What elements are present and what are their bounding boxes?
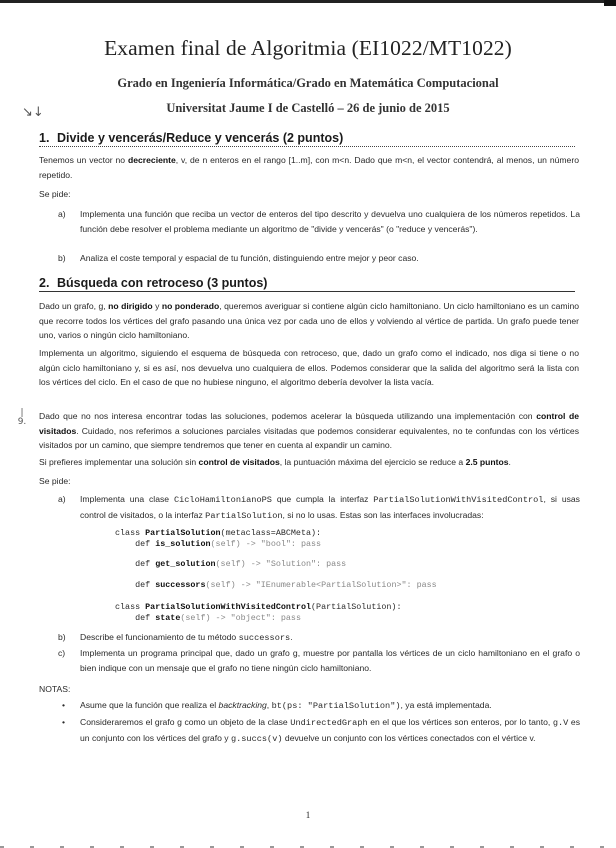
code-method-name: state xyxy=(155,613,181,623)
item-label: c) xyxy=(58,648,66,658)
code-text: (PartialSolution): xyxy=(311,602,402,612)
code-class-name: PartialSolution xyxy=(145,528,221,538)
section-1-se-pide: Se pide: xyxy=(39,189,71,199)
code-line-5 xyxy=(115,602,401,613)
intro-bold: decreciente xyxy=(127,155,176,165)
bold-text: control de visitados xyxy=(39,411,579,436)
section-1-item-b xyxy=(58,251,580,266)
code-method-name: get_solution xyxy=(155,559,216,569)
code-text: (self) -> "bool": pass xyxy=(210,539,322,549)
code-keyword: def xyxy=(115,580,156,590)
bold-text: no dirigido xyxy=(108,301,153,311)
page-title: Examen final de Algoritmia (EI1022/MT1022) xyxy=(104,36,512,60)
section-2-paragraph-4 xyxy=(39,455,579,470)
intro-text-cont: , v, de n enteros en el rango [1..m], con m<n. Dado que m<n, el vector contendrá, al menos, un número repetido. xyxy=(39,155,579,180)
item-text xyxy=(80,630,580,646)
code-class-name: PartialSolutionWithVisitedControl xyxy=(145,602,312,612)
section-1-item-a xyxy=(58,207,580,236)
section-2-item-b xyxy=(58,630,580,646)
code-line-3 xyxy=(115,559,346,570)
attribute-code: g.V xyxy=(552,718,569,728)
bullet-icon: • xyxy=(62,717,66,727)
text: Dado que no nos interesa encontrar todas las soluciones, podemos acelerar la búsqueda utilizando una implementación con xyxy=(39,411,537,421)
item-text xyxy=(80,492,580,523)
code-keyword: class xyxy=(115,528,146,538)
text: Describe el funcionamiento de tu método xyxy=(80,632,239,642)
notes-label: NOTAS: xyxy=(39,684,71,694)
text: , la puntuación máxima del ejercicio se reduce a xyxy=(279,457,466,467)
text: , si usas control de visitados, o la interfaz xyxy=(80,494,580,520)
interface-name-code: PartialSolutionWithVisitedControl xyxy=(373,495,544,505)
class-name-code: CicloHamiltonianoPS xyxy=(173,495,272,505)
item-label: a) xyxy=(58,209,66,219)
page-number: 1 xyxy=(305,810,311,820)
section-2-paragraph-2: Implementa un algoritmo, siguiendo el esquema de búsqueda con retroceso, que, dado un grafo como el indicado, nos diga si tiene o no algún ciclo hamiltoniano y, si es así, nos devuelva uno cualquiera de ellos. Podemos considerar que la salida del algoritmo será la lista con los vértices del ciclo. En el caso de que no hubiese ninguno, el algoritmo debería devolver la lista vacía. xyxy=(39,348,579,387)
method-call-code: g.succs(v) xyxy=(230,733,283,744)
section-2-se-pide: Se pide: xyxy=(39,476,71,486)
text: . xyxy=(508,457,511,467)
text: Si prefieres implementar una solución sin xyxy=(39,457,199,467)
note-item-1 xyxy=(62,698,580,714)
section-2-item-c xyxy=(58,646,580,675)
handwritten-arrow-marks: ↘↓ xyxy=(22,105,44,120)
code-method-name: is_solution xyxy=(155,539,211,549)
code-keyword: def xyxy=(115,559,156,569)
code-text: (self) -> "object": pass xyxy=(180,613,301,623)
text: . xyxy=(290,632,293,642)
code-line-1 xyxy=(115,528,321,539)
scan-corner-mark xyxy=(604,0,616,6)
note-text xyxy=(80,698,580,714)
text: , queremos averiguar si contiene algún ciclo hamiltoniano. Un ciclo hamiltoniano es un camino que recorre todos los vértices del grafo pasando una única vez por cada uno de ellos y volviendo al vértice de partida. Un grafo puede tener uno, varios o ningún ciclo hamiltoniano. xyxy=(39,301,580,340)
text: . Cuidado, nos referimos a soluciones parciales visitadas que podemos considerar equivalentes, no te confundas con los vértices visitados por un camino, que siempre tendremos que tener en cuenta al expandir un camino. xyxy=(39,425,579,450)
bold-text: control de visitados xyxy=(198,457,280,467)
code-keyword: class xyxy=(115,602,146,612)
handwritten-margin-mark xyxy=(17,409,27,427)
code-line-4 xyxy=(115,580,437,591)
bold-text: 2.5 puntos xyxy=(465,457,509,467)
scan-top-edge xyxy=(0,0,616,3)
code-keyword: def xyxy=(115,613,156,623)
section-1-intro xyxy=(39,153,579,182)
margin-note: 9. xyxy=(17,417,27,427)
section-1-heading xyxy=(39,131,575,147)
text: Implementa una clase xyxy=(80,494,174,504)
text: Dado un grafo, g, xyxy=(39,301,109,311)
section-1-title: Divide y vencerás/Reduce y vencerás (2 puntos) xyxy=(57,131,344,145)
intro-text: Tenemos un vector no xyxy=(39,155,128,165)
section-2-paragraph-3 xyxy=(39,409,579,453)
bullet-icon: • xyxy=(62,700,66,710)
margin-bar: | xyxy=(20,408,24,418)
code-text: (metaclass=ABCMeta): xyxy=(220,528,322,538)
section-1-number: 1. xyxy=(39,131,50,145)
code-line-2 xyxy=(115,539,321,550)
item-text: Implementa un programa principal que, dado un grafo g, muestre por pantalla los vértices de un ciclo hamiltoniano en el grafo o bien indique con un mensaje que el grafo no tiene ningún ciclo hamiltoniano. xyxy=(80,648,580,673)
code-method-name: successors xyxy=(155,580,206,590)
section-2-number: 2. xyxy=(39,276,50,290)
text: , si no lo usas. Estas son las interfaces involucradas: xyxy=(282,509,484,520)
bold-text: no ponderado xyxy=(161,301,220,311)
section-2-title: Búsqueda con retroceso (3 puntos) xyxy=(57,276,268,290)
item-label: b) xyxy=(58,253,66,263)
item-text: Analiza el coste temporal y espacial de tu función, distinguiendo entre mejor y peor caso. xyxy=(80,253,419,263)
code-text: (self) -> "Solution": pass xyxy=(215,559,347,569)
text: Asume que la función que realiza el xyxy=(80,700,219,710)
function-signature-code: bt(ps: "PartialSolution") xyxy=(271,701,401,711)
text: devuelve un conjunto con los vértices conectados con el vértice v. xyxy=(282,732,536,743)
item-label: b) xyxy=(58,632,66,642)
item-text: Implementa una función que reciba un vector de enteros del tipo descrito y devuelva uno cualquiera de los números repetidos. La función debe resolver el problema mediante un algoritmo de "divide y vencerás" (o "reduce y vencerás"). xyxy=(80,209,580,234)
code-keyword: def xyxy=(115,539,156,549)
text: que cumpla la interfaz xyxy=(271,494,374,504)
section-2-heading xyxy=(39,276,575,292)
italic-text: backtracking xyxy=(218,700,267,710)
note-text xyxy=(80,715,580,746)
text: , xyxy=(266,700,272,710)
date-subtitle: Universitat Jaume I de Castelló – 26 de junio de 2015 xyxy=(166,101,450,115)
method-name-code: successors xyxy=(238,633,291,643)
code-text: (self) -> "IEnumerable<PartialSolution>": pass xyxy=(205,580,437,590)
section-2-item-a xyxy=(58,492,580,523)
text: es un conjunto con los vértices del grafo y xyxy=(80,717,580,743)
item-label: a) xyxy=(58,494,66,504)
text: y xyxy=(152,301,162,311)
degree-subtitle: Grado en Ingeniería Informática/Grado en Matemática Computacional xyxy=(117,76,499,90)
text: Consideraremos el grafo g como un objeto de la clase xyxy=(80,717,291,727)
interface-name-code: PartialSolution xyxy=(205,510,283,521)
text: en el que los vértices son enteros, por lo tanto, xyxy=(367,717,553,727)
class-name-code: UndirectedGraph xyxy=(290,718,368,728)
section-2-paragraph-1 xyxy=(39,299,579,343)
note-item-2 xyxy=(62,715,580,746)
code-line-6 xyxy=(115,613,301,624)
text: , ya está implementada. xyxy=(400,700,492,710)
